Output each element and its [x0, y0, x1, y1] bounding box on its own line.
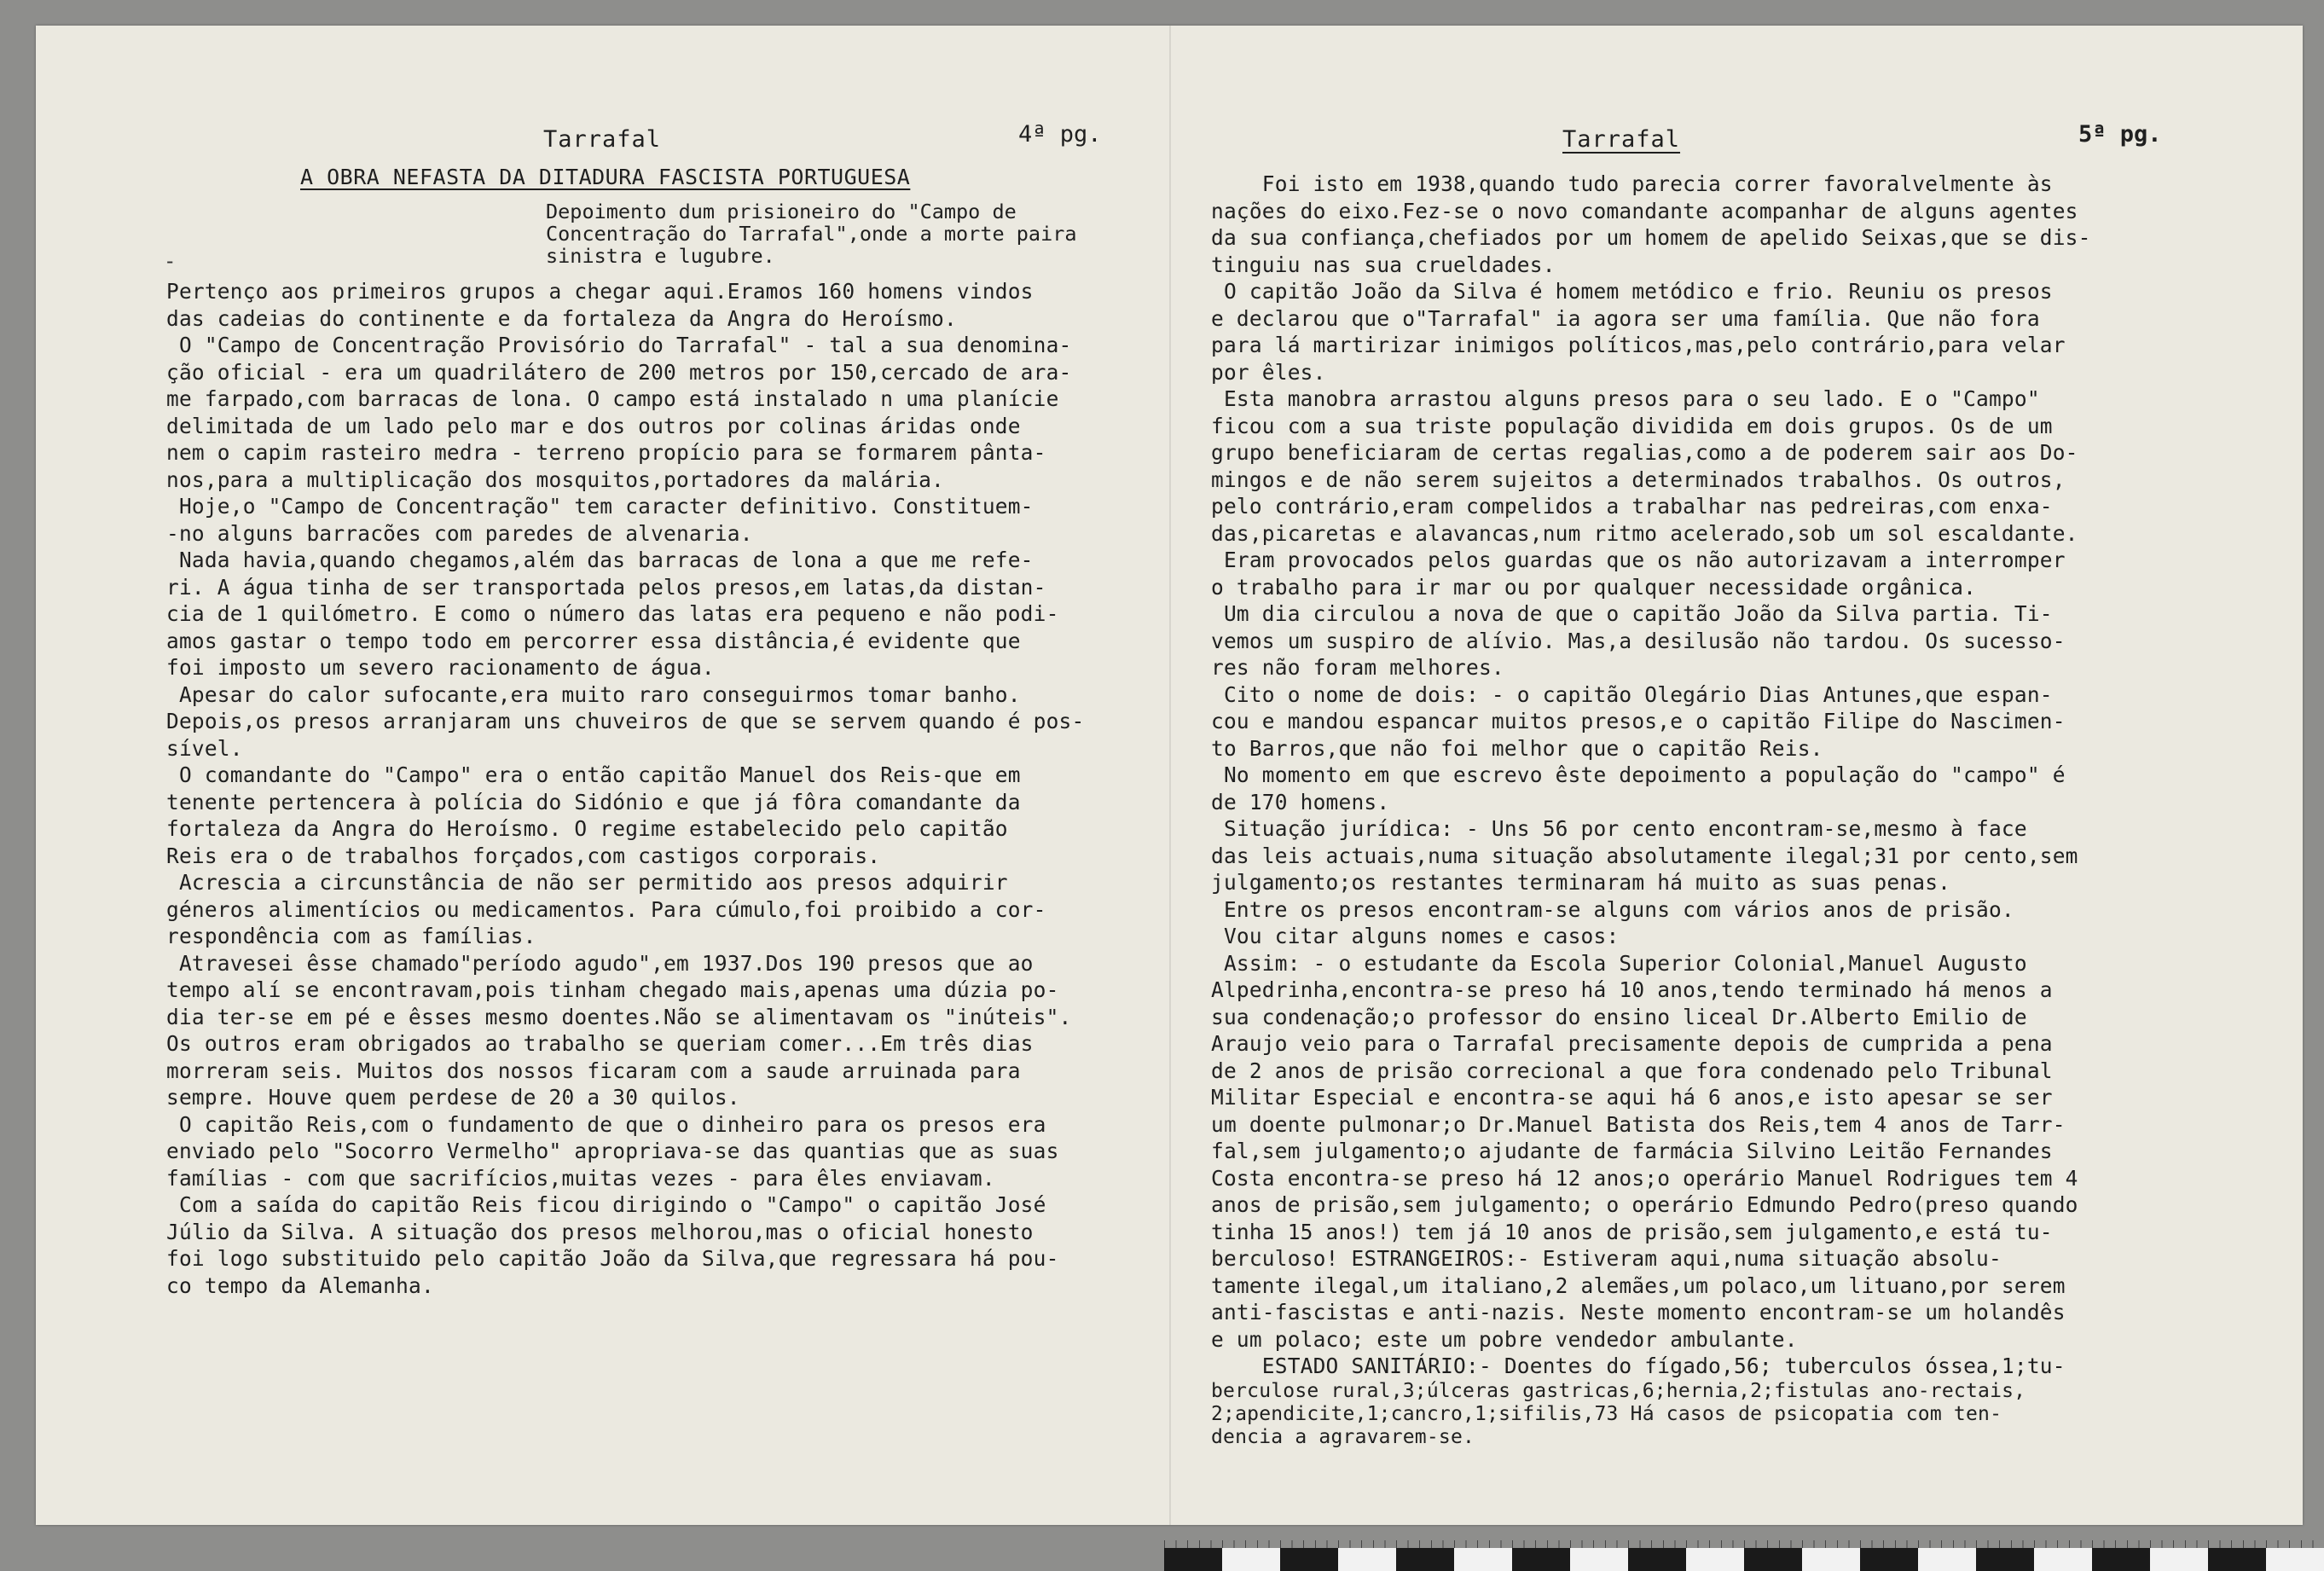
text-line: Alpedrinha,encontra-se preso há 10 anos,tendo terminado há menos a	[1211, 977, 2053, 1002]
text-line: ri. A água tinha de ser transportada pelos presos,em latas,da distan-	[166, 574, 1046, 600]
text-line: Hoje,o "Campo de Concentração" tem caracter definitivo. Constituem-	[166, 494, 1034, 519]
text-line: Vou citar alguns nomes e casos:	[1211, 924, 1620, 948]
text-line: um doente pulmonar;o Dr.Manuel Batista dos Reis,tem 4 anos de Tarr-	[1211, 1111, 2066, 1137]
text-line: berculose rural,3;úlceras gastricas,6;hernia,2;fistulas ano-rectais,	[1211, 1379, 2026, 1402]
text-line: Militar Especial e encontra-se aqui há 6 anos,e isto apesar se ser	[1211, 1085, 2053, 1110]
text-line: Araujo veio para o Tarrafal precisamente depois de cumprida a pena	[1211, 1031, 2053, 1056]
text-line: Pertenço aos primeiros grupos a chegar aqui.Eramos 160 homens vindos	[166, 279, 1034, 304]
text-line: O "Campo de Concentração Provisório do Tarrafal" - tal a sua denomina-	[166, 333, 1072, 357]
text-line: tenente pertencera à polícia do Sidónio e que já fôra comandante da	[166, 789, 1021, 814]
scale-ruler	[1164, 1548, 2324, 1571]
text-line: e um polaco; este um pobre vendedor ambulante.	[1211, 1326, 1798, 1352]
text-line: No momento em que escrevo êste depoimento a população do "campo" é	[1211, 762, 2066, 787]
left-running-title: Tarrafal	[543, 126, 662, 153]
text-line: nem o capim rasteiro medra - terreno propício para se formarem pânta-	[166, 440, 1046, 465]
text-line: Nada havia,quando chegamos,além das barracas de lona a que me refe-	[166, 548, 1034, 572]
text-line: Atravesei êsse chamado"período agudo",em 1937.Dos 190 presos que ao	[166, 950, 1034, 976]
text-line: sempre. Houve quem perdese de 20 a 30 quilos.	[166, 1085, 740, 1110]
text-line: para lá martirizar inimigos políticos,mas,pelo contrário,para velar	[1211, 333, 2066, 357]
text-line: to Barros,que não foi melhor que o capitão Reis.	[1211, 735, 1823, 761]
text-line: res não foram melhores.	[1211, 655, 1504, 680]
text-line: das cadeias do continente e da fortaleza da Angra do Heroísmo.	[166, 305, 957, 331]
text-line: sua condenação;o professor do ensino liceal Dr.Alberto Emilio de	[1211, 1004, 2027, 1029]
text-line: Esta manobra arrastou alguns presos para o seu lado. E o "Campo"	[1211, 386, 2040, 411]
text-line: co tempo da Alemanha.	[166, 1272, 434, 1298]
text-line: famílias - com que sacrifícios,muitas vezes - para êles enviavam.	[166, 1165, 995, 1191]
text-line: dencia a agravarem-se.	[1211, 1425, 1475, 1448]
text-line: nações do eixo.Fez-se o novo comandante acompanhar de alguns agentes	[1211, 198, 2078, 223]
text-line: de 170 homens.	[1211, 789, 1390, 814]
article-title: A OBRA NEFASTA DA DITADURA FASCISTA PORTUGUESA	[300, 165, 911, 189]
text-line: géneros alimentícios ou medicamentos. Para cúmulo,foi proibido a cor-	[166, 896, 1046, 922]
article-subtitle: Depoimento dum prisioneiro do "Campo de Concentração do Tarrafal",onde a morte paira sinistra e lugubre.	[546, 200, 1077, 268]
text-line: Costa encontra-se preso há 12 anos;o operário Manuel Rodrigues tem 4	[1211, 1165, 2078, 1191]
text-line: morreram seis. Muitos dos nossos ficaram com a saude arruinada para	[166, 1058, 1021, 1083]
text-line: Os outros eram obrigados ao trabalho se queriam comer...Em três dias	[166, 1031, 1034, 1056]
text-line: ção oficial - era um quadrilátero de 200 metros por 150,cercado de ara-	[166, 359, 1072, 385]
text-line: vemos um suspiro de alívio. Mas,a desilusão não tardou. Os sucesso-	[1211, 628, 2066, 653]
text-line: delimitada de um lado pelo mar e dos outros por colinas áridas onde	[166, 413, 1021, 438]
text-line: Com a saída do capitão Reis ficou dirigindo o "Campo" o capitão José	[166, 1192, 1046, 1217]
text-line: fal,sem julgamento;o ajudante de farmácia Silvino Leitão Fernandes	[1211, 1139, 2053, 1163]
text-line: julgamento;os restantes terminaram há muito as suas penas.	[1211, 870, 1951, 895]
text-line: tempo alí se encontravam,pois tinham chegado mais,apenas uma dúzia po-	[166, 977, 1059, 1002]
text-line: o trabalho para ir mar ou por qualquer necessidade orgânica.	[1211, 574, 1977, 600]
page-fold	[1169, 26, 1171, 1525]
right-running-title: Tarrafal	[1562, 126, 1681, 153]
scale-ruler-ticks	[1164, 1540, 2324, 1548]
margin-dash-mark: -	[164, 249, 177, 273]
text-line: ESTADO SANITÁRIO:- Doentes do fígado,56; tuberculos óssea,1;tu-	[1211, 1354, 2066, 1378]
text-line: tamente ilegal,um italiano,2 alemães,um polaco,um lituano,por serem	[1211, 1272, 2066, 1298]
text-line: dia ter-se em pé e êsses mesmo doentes.Não se alimentavam os "inúteis".	[166, 1004, 1072, 1029]
text-line: fortaleza da Angra do Heroísmo. O regime estabelecido pelo capitão	[166, 816, 1008, 841]
text-line: das,picaretas e alavancas,num ritmo acelerado,sob um sol escaldante.	[1211, 520, 2078, 546]
text-line: de 2 anos de prisão correcional a que fora condenado pelo Tribunal	[1211, 1058, 2053, 1083]
text-line: anos de prisão,sem julgamento; o operário Edmundo Pedro(preso quando	[1211, 1192, 2078, 1217]
document-sheet	[36, 26, 2303, 1525]
text-line: Assim: - o estudante da Escola Superior Colonial,Manuel Augusto	[1211, 950, 2027, 976]
right-body-text	[1211, 171, 2247, 1449]
text-line: das leis actuais,numa situação absolutamente ilegal;31 por cento,sem	[1211, 843, 2078, 868]
text-line: Entre os presos encontram-se alguns com vários anos de prisão.	[1211, 896, 2014, 922]
left-page-number: 4ª pg.	[1018, 121, 1102, 148]
text-line: Situação jurídica: - Uns 56 por cento encontram-se,mesmo à face	[1211, 816, 2027, 841]
text-line: por êles.	[1211, 359, 1326, 385]
text-line: grupo beneficiaram de certas regalias,como a de poderem sair aos Do-	[1211, 440, 2078, 465]
text-line: Eram provocados pelos guardas que os não autorizavam a interromper	[1211, 548, 2066, 572]
text-line: e declarou que o"Tarrafal" ia agora ser uma família. Que não fora	[1211, 305, 2040, 331]
text-line: Júlio da Silva. A situação dos presos melhorou,mas o oficial honesto	[166, 1219, 1034, 1244]
text-line: foi logo substituido pelo capitão João da Silva,que regressara há pou-	[166, 1246, 1059, 1271]
text-line: Apesar do calor sufocante,era muito raro conseguirmos tomar banho.	[166, 681, 1021, 707]
right-page-number: 5ª pg.	[2078, 121, 2162, 148]
text-line: -no alguns barracões com paredes de alvenaria.	[166, 520, 753, 546]
text-line: enviado pelo "Socorro Vermelho" apropriava-se das quantias que as suas	[166, 1139, 1059, 1163]
text-line: Depois,os presos arranjaram uns chuveiros de que se servem quando é pos-	[166, 709, 1085, 733]
text-line: me farpado,com barracas de lona. O campo está instalado n uma planície	[166, 386, 1059, 411]
text-line: respondência com as famílias.	[166, 924, 536, 948]
text-line: amos gastar o tempo todo em percorrer essa distância,é evidente que	[166, 628, 1021, 653]
text-line: cou e mandou espancar muitos presos,e o capitão Filipe do Nascimen-	[1211, 709, 2066, 733]
text-line: ficou com a sua triste população dividida em dois grupos. Os de um	[1211, 413, 2053, 438]
text-line: tinguiu nas sua crueldades.	[1211, 252, 1556, 277]
text-line: Um dia circulou a nova de que o capitão João da Silva partia. Ti-	[1211, 601, 2053, 626]
text-line: Reis era o de trabalhos forçados,com castigos corporais.	[166, 843, 881, 868]
text-line: pelo contrário,eram compelidos a trabalhar nas pedreiras,com enxa-	[1211, 494, 2053, 519]
text-line: Cito o nome de dois: - o capitão Olegário Dias Antunes,que espan-	[1211, 681, 2053, 707]
text-line: Acrescia a circunstância de não ser permitido aos presos adquirir	[166, 870, 1008, 895]
text-line: nos,para a multiplicação dos mosquitos,portadores da malária.	[166, 467, 944, 492]
text-line: mingos e de não serem sujeitos a determinados trabalhos. Os outros,	[1211, 467, 2066, 492]
text-line: O capitão João da Silva é homem metódico e frio. Reuniu os presos	[1211, 279, 2053, 304]
left-body-text	[166, 278, 1156, 1299]
text-line: berculoso! ESTRANGEIROS:- Estiveram aqui,numa situação absolu-	[1211, 1246, 2002, 1271]
text-line: cia de 1 quilómetro. E como o número das latas era pequeno e não podi-	[166, 601, 1059, 626]
text-line: O comandante do "Campo" era o então capitão Manuel dos Reis-que em	[166, 762, 1021, 787]
text-line: foi imposto um severo racionamento de água.	[166, 655, 715, 680]
text-line: anti-fascistas e anti-nazis. Neste momento encontram-se um holandês	[1211, 1300, 2066, 1325]
text-line: da sua confiança,chefiados por um homem de apelido Seixas,que se dis-	[1211, 225, 2091, 250]
text-line: tinha 15 anos!) tem já 10 anos de prisão,sem julgamento,e está tu-	[1211, 1219, 2053, 1244]
text-line: O capitão Reis,com o fundamento de que o dinheiro para os presos era	[166, 1111, 1046, 1137]
text-line: 2;apendicite,1;cancro,1;sifilis,73 Há casos de psicopatia com ten-	[1211, 1402, 2002, 1425]
text-line: sível.	[166, 735, 243, 761]
text-line: Foi isto em 1938,quando tudo parecia correr favoralvelmente às	[1211, 171, 2053, 196]
